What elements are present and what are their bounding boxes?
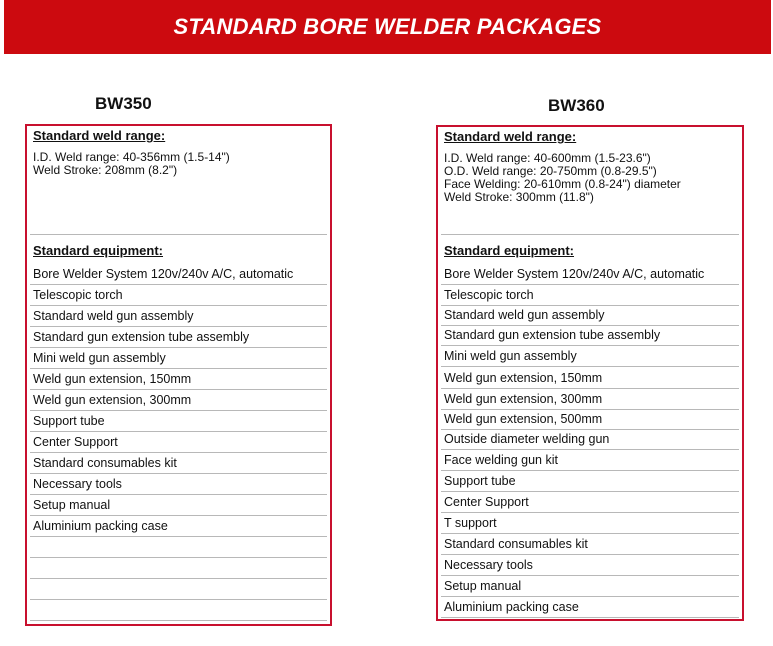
equipment-item: Setup manual bbox=[444, 579, 522, 593]
bw350-equipment-heading: Standard equipment: bbox=[33, 243, 164, 258]
bw360-range-line: O.D. Weld range: 20-750mm (0.8-29.5") bbox=[444, 164, 657, 178]
equipment-item: Outside diameter welding gun bbox=[444, 432, 610, 446]
equipment-row bbox=[441, 264, 739, 285]
equipment-row bbox=[30, 264, 327, 285]
equipment-item: Necessary tools bbox=[33, 477, 122, 491]
equipment-item: Standard weld gun assembly bbox=[33, 309, 194, 323]
equipment-item: Setup manual bbox=[33, 498, 111, 512]
equipment-item: Weld gun extension, 300mm bbox=[33, 393, 192, 407]
equipment-row bbox=[441, 430, 739, 450]
bw360-range-line: Face Welding: 20-610mm (0.8-24") diameter bbox=[444, 177, 681, 191]
equipment-row bbox=[30, 600, 327, 621]
equipment-row bbox=[30, 516, 327, 537]
equipment-item: T support bbox=[444, 516, 497, 530]
page-title: STANDARD BORE WELDER PACKAGES bbox=[173, 14, 602, 39]
equipment-item: Bore Welder System 120v/240v A/C, automatic bbox=[33, 267, 294, 281]
equipment-item: Mini weld gun assembly bbox=[444, 349, 577, 363]
equipment-row bbox=[441, 410, 739, 430]
equipment-item: Face welding gun kit bbox=[444, 453, 558, 467]
equipment-row bbox=[441, 326, 739, 346]
equipment-row bbox=[441, 534, 739, 555]
bw360-range-line: I.D. Weld range: 40-600mm (1.5-23.6") bbox=[444, 151, 651, 165]
equipment-row bbox=[30, 579, 327, 600]
bw350-range-heading: Standard weld range: bbox=[33, 128, 166, 143]
equipment-row bbox=[441, 389, 739, 410]
equipment-row bbox=[30, 558, 327, 579]
equipment-row bbox=[441, 306, 739, 326]
equipment-row bbox=[30, 432, 327, 453]
equipment-item: Standard gun extension tube assembly bbox=[33, 330, 250, 344]
equipment-row bbox=[30, 390, 327, 411]
equipment-row bbox=[441, 471, 739, 492]
equipment-item: Standard consumables kit bbox=[33, 456, 177, 470]
equipment-row bbox=[441, 597, 739, 618]
equipment-item: Support tube bbox=[33, 414, 105, 428]
equipment-item: Aluminium packing case bbox=[33, 519, 168, 533]
equipment-row bbox=[30, 348, 327, 369]
bw360-range-line: Weld Stroke: 300mm (11.8") bbox=[444, 190, 594, 204]
bw360-spec-box bbox=[436, 125, 744, 621]
equipment-item: Standard weld gun assembly bbox=[444, 308, 605, 322]
bw360-title: BW360 bbox=[548, 96, 605, 115]
equipment-row bbox=[441, 576, 739, 597]
equipment-row bbox=[30, 411, 327, 432]
equipment-row bbox=[30, 285, 327, 306]
equipment-row bbox=[30, 306, 327, 327]
bw360-range-heading: Standard weld range: bbox=[444, 129, 577, 144]
divider bbox=[30, 234, 327, 235]
equipment-row bbox=[441, 555, 739, 576]
equipment-row bbox=[441, 450, 739, 471]
bw350-range-line: Weld Stroke: 208mm (8.2") bbox=[33, 163, 178, 177]
equipment-item: Weld gun extension, 150mm bbox=[33, 372, 192, 386]
equipment-item: Weld gun extension, 300mm bbox=[444, 392, 603, 406]
equipment-row bbox=[30, 453, 327, 474]
bw350-title: BW350 bbox=[95, 94, 152, 113]
equipment-item: Support tube bbox=[444, 474, 516, 488]
equipment-item: Weld gun extension, 500mm bbox=[444, 412, 603, 426]
equipment-item: Necessary tools bbox=[444, 558, 533, 572]
bw360-equipment-heading: Standard equipment: bbox=[444, 243, 575, 258]
equipment-row bbox=[30, 537, 327, 558]
equipment-row bbox=[441, 346, 739, 367]
equipment-row bbox=[30, 327, 327, 348]
bw350-range-line: I.D. Weld range: 40-356mm (1.5-14") bbox=[33, 150, 230, 164]
equipment-item: Standard gun extension tube assembly bbox=[444, 328, 661, 342]
equipment-row bbox=[441, 492, 739, 513]
equipment-item: Bore Welder System 120v/240v A/C, automatic bbox=[444, 267, 705, 281]
equipment-item: Center Support bbox=[444, 495, 529, 509]
equipment-row bbox=[30, 474, 327, 495]
equipment-item: Weld gun extension, 150mm bbox=[444, 371, 603, 385]
bw350-spec-box bbox=[25, 124, 332, 626]
divider bbox=[441, 234, 739, 235]
equipment-item: Center Support bbox=[33, 435, 118, 449]
equipment-item: Telescopic torch bbox=[33, 288, 123, 302]
equipment-row bbox=[441, 513, 739, 534]
header-banner bbox=[4, 0, 771, 54]
equipment-row bbox=[441, 285, 739, 306]
equipment-row bbox=[441, 367, 739, 389]
equipment-item: Standard consumables kit bbox=[444, 537, 588, 551]
equipment-row bbox=[30, 495, 327, 516]
equipment-item: Aluminium packing case bbox=[444, 600, 579, 614]
equipment-item: Mini weld gun assembly bbox=[33, 351, 166, 365]
equipment-item: Telescopic torch bbox=[444, 288, 534, 302]
equipment-row bbox=[30, 369, 327, 390]
